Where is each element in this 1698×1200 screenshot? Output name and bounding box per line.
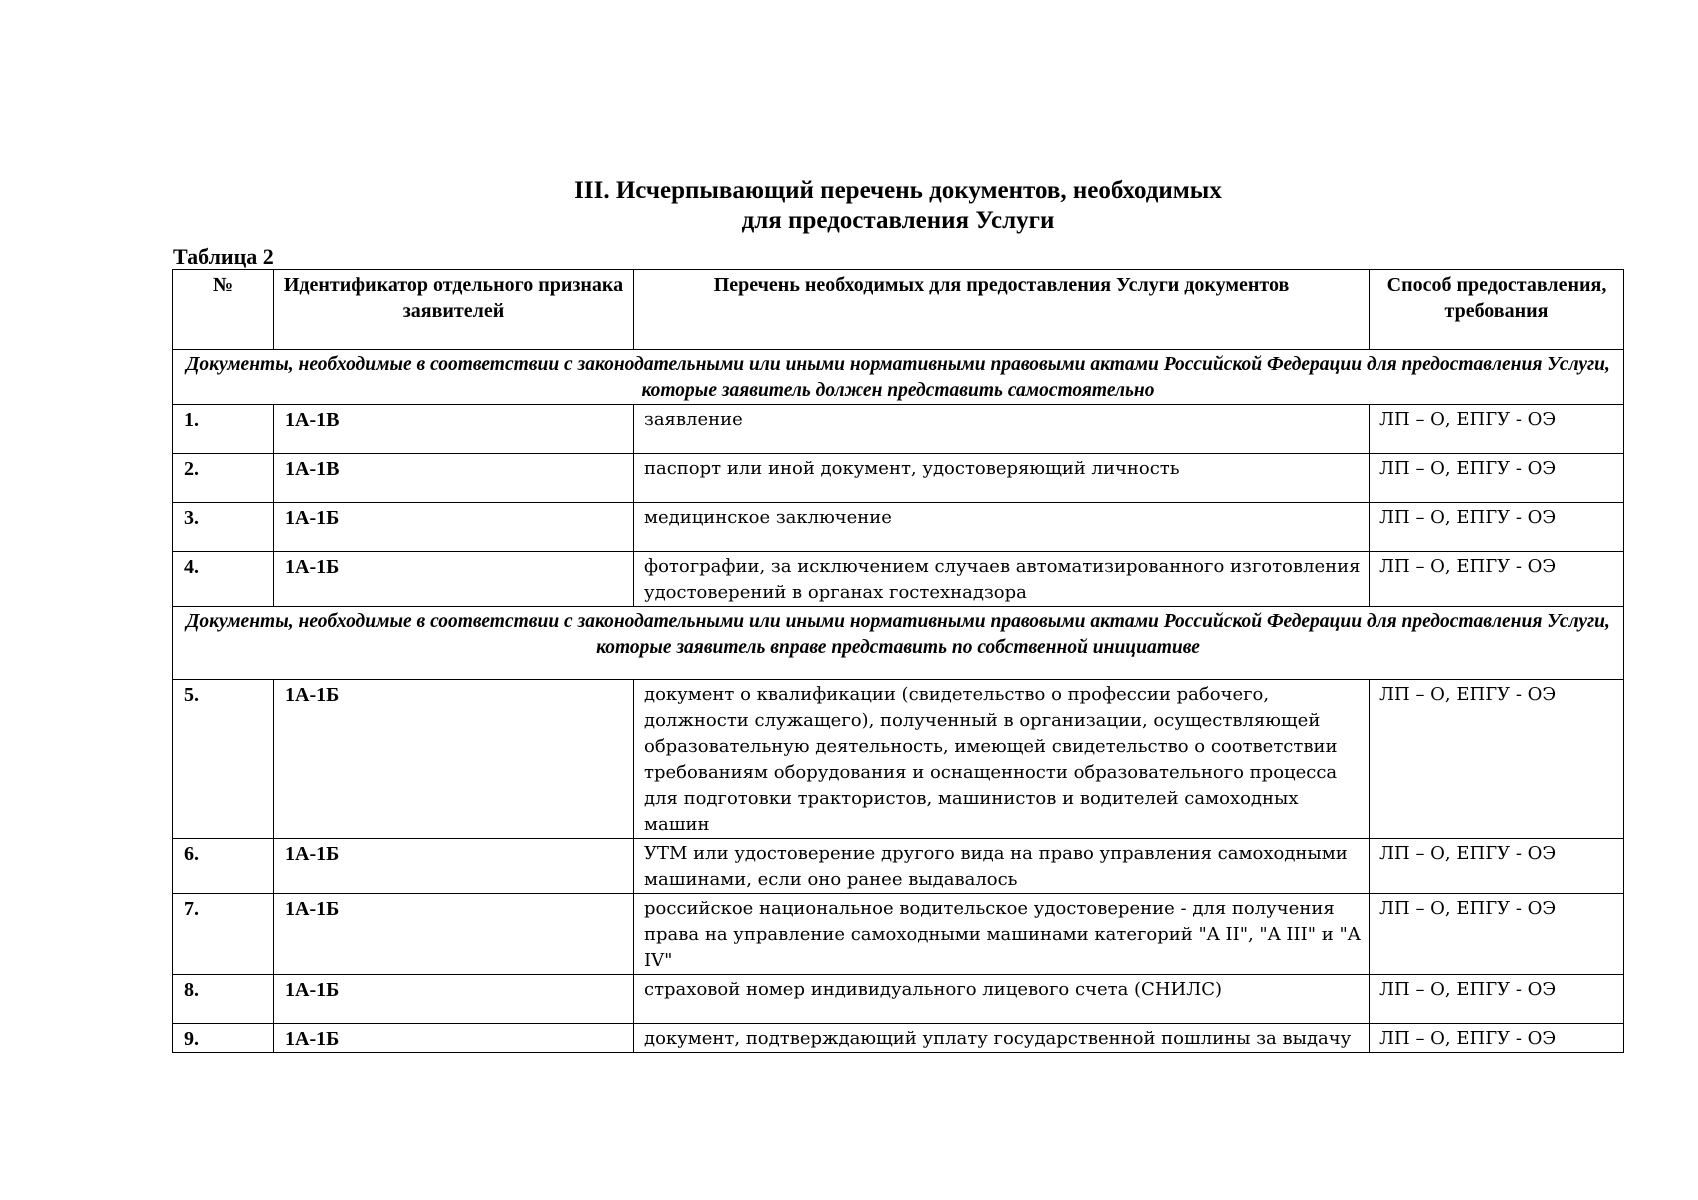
row-method: ЛП – О, ЕПГУ - ОЭ bbox=[1370, 552, 1624, 607]
header-number: № bbox=[173, 270, 274, 350]
row-document: медицинское заключение bbox=[634, 503, 1370, 552]
row-number: 1. bbox=[173, 405, 274, 454]
section-heading-optional: Документы, необходимые в соответствии с законодательными или иными нормативными правовыми актами Российской Федерации для предоставления Услуги, которые заявитель вправе представить по собственной инициативе bbox=[173, 607, 1624, 680]
row-number: 3. bbox=[173, 503, 274, 552]
row-number: 5. bbox=[173, 680, 274, 839]
table-header-row bbox=[173, 270, 1624, 350]
row-identifier: 1А-1В bbox=[274, 405, 634, 454]
table-row bbox=[173, 552, 1624, 607]
row-identifier: 1А-1Б bbox=[274, 1024, 634, 1053]
row-number: 4. bbox=[173, 552, 274, 607]
row-identifier: 1А-1В bbox=[274, 454, 634, 503]
table-row bbox=[173, 680, 1624, 839]
row-number: 9. bbox=[173, 1024, 274, 1053]
row-identifier: 1А-1Б bbox=[274, 680, 634, 839]
row-method: ЛП – О, ЕПГУ - ОЭ bbox=[1370, 1024, 1624, 1053]
row-document: документ о квалификации (свидетельство о профессии рабочего, должности служащего), полученный в организации, осуществляющей образовательную деятельность, имеющей свидетельство о соответствии требованиям оборудования и оснащенности образовательного процесса для подготовки трактористов, машинистов и водителей самоходных машин bbox=[634, 680, 1370, 839]
row-document: паспорт или иной документ, удостоверяющий личность bbox=[634, 454, 1370, 503]
row-number: 7. bbox=[173, 894, 274, 975]
row-identifier: 1А-1Б bbox=[274, 552, 634, 607]
row-method: ЛП – О, ЕПГУ - ОЭ bbox=[1370, 405, 1624, 454]
table-row bbox=[173, 454, 1624, 503]
row-document: фотографии, за исключением случаев автоматизированного изготовления удостоверений в органах гостехнадзора bbox=[634, 552, 1370, 607]
row-method: ЛП – О, ЕПГУ - ОЭ bbox=[1370, 839, 1624, 894]
row-identifier: 1А-1Б bbox=[274, 839, 634, 894]
table-row bbox=[173, 839, 1624, 894]
row-method: ЛП – О, ЕПГУ - ОЭ bbox=[1370, 894, 1624, 975]
table-row bbox=[173, 1024, 1624, 1053]
table-row bbox=[173, 405, 1624, 454]
row-document: страховой номер индивидуального лицевого счета (СНИЛС) bbox=[634, 975, 1370, 1024]
row-number: 2. bbox=[173, 454, 274, 503]
row-identifier: 1А-1Б bbox=[274, 503, 634, 552]
page-title bbox=[172, 176, 1624, 236]
row-document: заявление bbox=[634, 405, 1370, 454]
row-identifier: 1А-1Б bbox=[274, 975, 634, 1024]
row-method: ЛП – О, ЕПГУ - ОЭ bbox=[1370, 680, 1624, 839]
header-documents: Перечень необходимых для предоставления Услуги документов bbox=[634, 270, 1370, 350]
section-row bbox=[173, 350, 1624, 405]
page-title-line-1: III. Исчерпывающий перечень документов, необходимых bbox=[574, 177, 1222, 204]
row-document: документ, подтверждающий уплату государственной пошлины за выдачу bbox=[634, 1024, 1370, 1053]
row-number: 6. bbox=[173, 839, 274, 894]
row-identifier: 1А-1Б bbox=[274, 894, 634, 975]
table-row bbox=[173, 503, 1624, 552]
documents-table bbox=[172, 269, 1624, 1053]
row-method: ЛП – О, ЕПГУ - ОЭ bbox=[1370, 503, 1624, 552]
row-method: ЛП – О, ЕПГУ - ОЭ bbox=[1370, 975, 1624, 1024]
table-caption: Таблица 2 bbox=[173, 244, 274, 269]
page-title-line-2: для предоставления Услуги bbox=[741, 207, 1055, 234]
header-method: Способ предоставления, требования bbox=[1370, 270, 1624, 350]
table-row bbox=[173, 894, 1624, 975]
row-method: ЛП – О, ЕПГУ - ОЭ bbox=[1370, 454, 1624, 503]
header-identifier: Идентификатор отдельного признака заявителей bbox=[274, 270, 634, 350]
row-document: российское национальное водительское удостоверение - для получения права на управление самоходными машинами категорий "A II", "A III" и "A IV" bbox=[634, 894, 1370, 975]
row-document: УТМ или удостоверение другого вида на право управления самоходными машинами, если оно ранее выдавалось bbox=[634, 839, 1370, 894]
section-heading-required: Документы, необходимые в соответствии с законодательными или иными нормативными правовыми актами Российской Федерации для предоставления Услуги, которые заявитель должен представить самостоятельно bbox=[173, 350, 1624, 405]
section-row bbox=[173, 607, 1624, 680]
row-number: 8. bbox=[173, 975, 274, 1024]
table-row bbox=[173, 975, 1624, 1024]
